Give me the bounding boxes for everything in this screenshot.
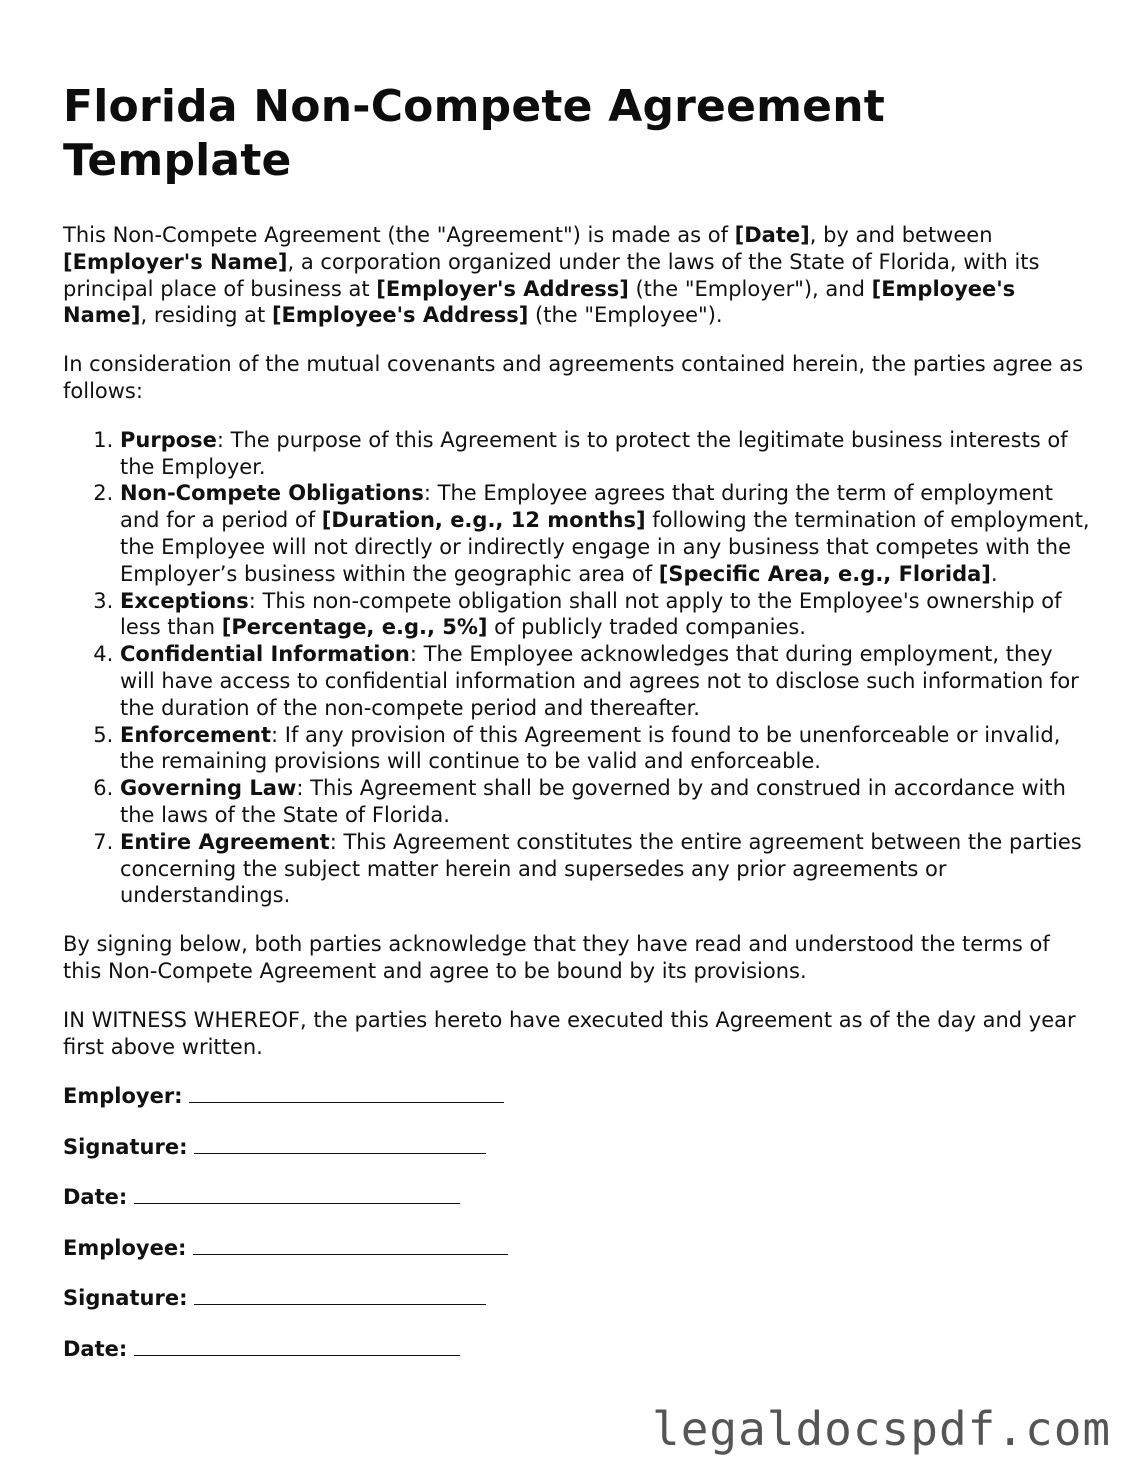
clause-title: Exceptions	[120, 588, 249, 613]
clause-title: Entire Agreement	[120, 829, 330, 854]
clause-text: : The Employee agrees that during the term of employment and for a period of	[120, 481, 1053, 533]
watermark: legaldocspdf.com	[652, 1402, 1112, 1456]
intro-text-4: (the "Employer"), and	[628, 276, 872, 301]
clause-title: Enforcement	[120, 722, 272, 747]
date-placeholder: [Date]	[734, 223, 810, 247]
employer-signature-line	[63, 1133, 1093, 1162]
employee-signature-blank[interactable]	[194, 1284, 486, 1305]
employee-blank[interactable]	[193, 1234, 508, 1255]
acknowledgement-paragraph: By signing below, both parties acknowledge that they have read and understood the terms of this Non-Compete Agreement and agree to be bound by its provisions.	[63, 932, 1050, 983]
employee-date-blank[interactable]	[134, 1335, 460, 1356]
signature-label: Signature:	[63, 1134, 188, 1159]
employer-line	[63, 1082, 1093, 1111]
clause-entire-agreement	[120, 829, 1093, 909]
witness-paragraph: IN WITNESS WHEREOF, the parties hereto have executed this Agreement as of the day and year first above written.	[63, 1007, 1076, 1059]
clause-title: Governing Law	[120, 776, 297, 801]
clause-text: : This non-compete obligation shall not apply to the Employee's ownership of less than	[120, 588, 1062, 640]
clause-title: Confidential Information	[120, 642, 410, 667]
document-title: Florida Non-Compete Agreement Template	[63, 81, 885, 186]
employer-date-blank[interactable]	[134, 1183, 460, 1204]
clause-text: : This Agreement constitutes the entire agreement between the parties concerning the subject matter herein and supersedes any prior agreements or understandings.	[120, 829, 1082, 908]
employer-date-line	[63, 1183, 1093, 1212]
employer-name-placeholder: [Employer's Name]	[63, 249, 288, 274]
employee-name-placeholder: [Employee's Name]	[63, 276, 1016, 328]
clause-text: .	[990, 561, 998, 586]
area-placeholder: [Specific Area, e.g., Florida]	[658, 561, 991, 586]
clause-text: : If any provision of this Agreement is found to be unenforceable or invalid, the remaining provisions will continue to be valid and enforceable.	[120, 722, 1061, 774]
employee-label: Employee:	[63, 1235, 187, 1260]
employer-signature-blank[interactable]	[194, 1133, 486, 1154]
clause-text: : The purpose of this Agreement is to protect the legitimate business interests of the Employer.	[120, 427, 1068, 479]
employee-address-placeholder: [Employee's Address]	[271, 303, 529, 328]
clause-non-compete	[120, 480, 1093, 587]
employee-signature-line	[63, 1284, 1093, 1313]
intro-text-1: This Non-Compete Agreement (the "Agreement") is made as of	[63, 223, 735, 247]
clause-exceptions	[120, 588, 1093, 642]
intro-text-5: , residing at	[140, 303, 272, 328]
clause-text: : This Agreement shall be governed by and construed in accordance with the laws of the State of Florida.	[120, 776, 1066, 827]
clause-governing-law	[120, 775, 1093, 829]
duration-placeholder: [Duration, e.g., 12 months]	[321, 508, 646, 533]
clause-title: Purpose	[120, 427, 217, 452]
clause-text: : The Employee acknowledges that during employment, they will have access to confidential information and agrees not to disclose such information for the duration of the non-compete period and thereafter.	[120, 642, 1079, 720]
document-page	[63, 80, 1093, 1385]
intro-paragraph	[63, 222, 1093, 329]
date-label: Date:	[63, 1336, 128, 1361]
signature-label: Signature:	[63, 1286, 188, 1311]
clauses-list	[63, 427, 1093, 909]
clause-enforcement	[120, 722, 1093, 776]
employer-label: Employer:	[63, 1084, 183, 1109]
employer-address-placeholder: [Employer's Address]	[376, 276, 629, 301]
consideration-paragraph: In consideration of the mutual covenants and agreements contained herein, the parties agree as follows:	[63, 352, 1084, 403]
intro-text-6: (the "Employee").	[528, 303, 723, 328]
intro-text-3: , a corporation organized under the laws of the State of Florida, with its principal place of business at	[63, 249, 1040, 301]
clause-confidential	[120, 641, 1093, 721]
employer-blank[interactable]	[189, 1082, 504, 1103]
clause-text: of publicly traded companies.	[487, 615, 806, 640]
intro-text-2: , by and between	[809, 223, 993, 247]
percentage-placeholder: [Percentage, e.g., 5%]	[221, 615, 488, 640]
clause-title: Non-Compete Obligations	[120, 481, 424, 506]
employee-date-line	[63, 1335, 1093, 1364]
clause-text: following the termination of employment, the Employee will not directly or indirectly engage in any business that competes with the Employer’s business within the geographic area of	[120, 508, 1090, 586]
date-label: Date:	[63, 1185, 128, 1210]
clause-purpose	[120, 427, 1093, 481]
employee-line	[63, 1234, 1093, 1263]
